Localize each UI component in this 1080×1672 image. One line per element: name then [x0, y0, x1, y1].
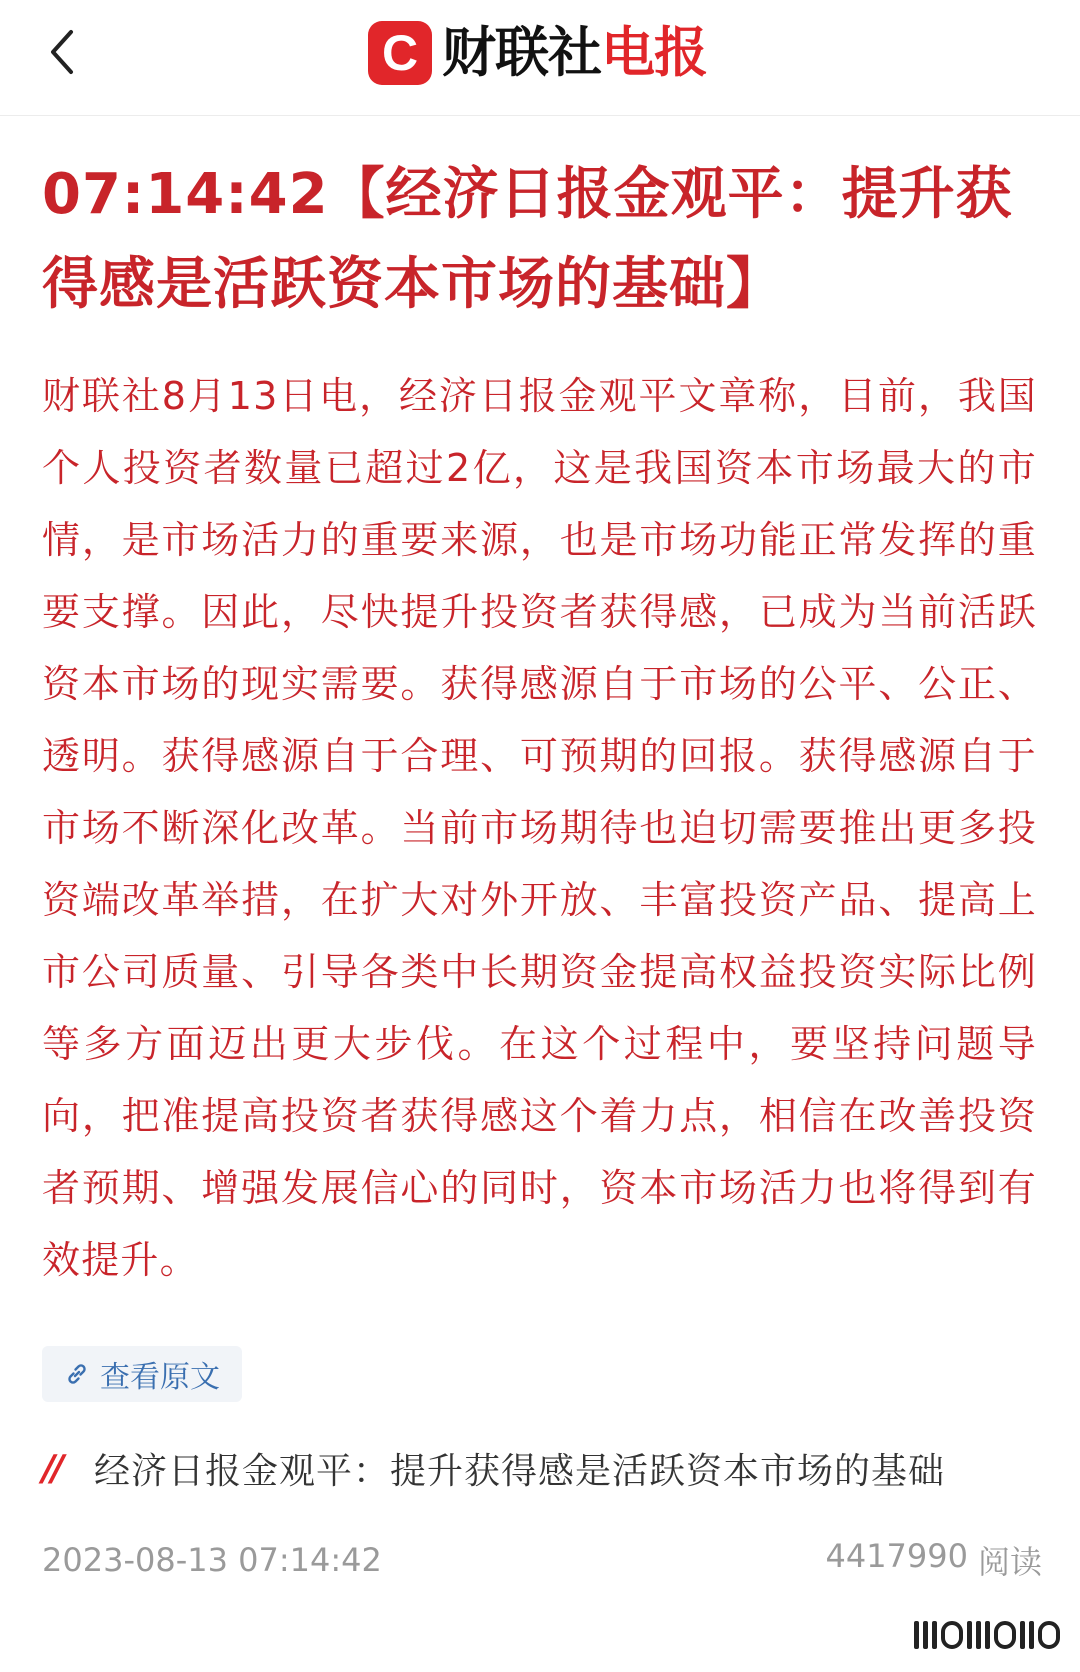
read-count: 4417990 [825, 1537, 968, 1575]
logo-mark: C [368, 21, 432, 85]
article-title: 07:14:42【经济日报金观平：提升获得感是活跃资本市场的基础】 [42, 162, 1013, 317]
subject-title: 经济日报金观平：提升获得感是活跃资本市场的基础 [94, 1450, 946, 1492]
link-icon [64, 1361, 90, 1387]
read-stats [825, 1537, 1042, 1583]
subject-marker: // [42, 1447, 61, 1489]
view-original-label: 查看原文 [100, 1360, 220, 1395]
logo-suffix: 电报 [601, 21, 707, 84]
publish-datetime: 2023-08-13 07:14:42 [42, 1541, 382, 1579]
logo-name: 财联社 [442, 21, 601, 84]
view-original-button[interactable] [42, 1346, 242, 1402]
article-meta [42, 1535, 1042, 1585]
subject-link[interactable] [42, 1440, 1042, 1496]
back-button[interactable] [38, 28, 86, 76]
read-label: 阅读 [977, 1543, 1042, 1581]
chevron-left-icon [47, 28, 77, 76]
app-header [0, 0, 1080, 116]
article-body: 财联社8月13日电，经济日报金观平文章称，目前，我国个人投资者数量已超过2亿，这是我国资本市场最大的市情，是市场活力的重要来源，也是市场功能正常发挥的重要支撑。因此，尽快提升投资者获得感，已成为当前活跃资本市场的现实需要。获得感源自于市场的公平、公正、透明。获得感源自于合理、可预期的回报。获得感源自于市场不断深化改革。当前市场期待也迫切需要推出更多投资端改革举措，在扩大对外开放、丰富投资产品、提高上市公司质量、引导各类中长期资金提高权益投资实际比例等多方面迈出更大步伐。在这个过程中，要坚持问题导向，把准提高投资者获得感这个着力点，相信在改善投资者预期、增强发展信心的同时，资本市场活力也将得到有效提升。 [42, 374, 1037, 1282]
cls-telegraph-logo [368, 20, 707, 86]
logo-text [442, 21, 707, 84]
watermark-logo [860, 1615, 1060, 1655]
